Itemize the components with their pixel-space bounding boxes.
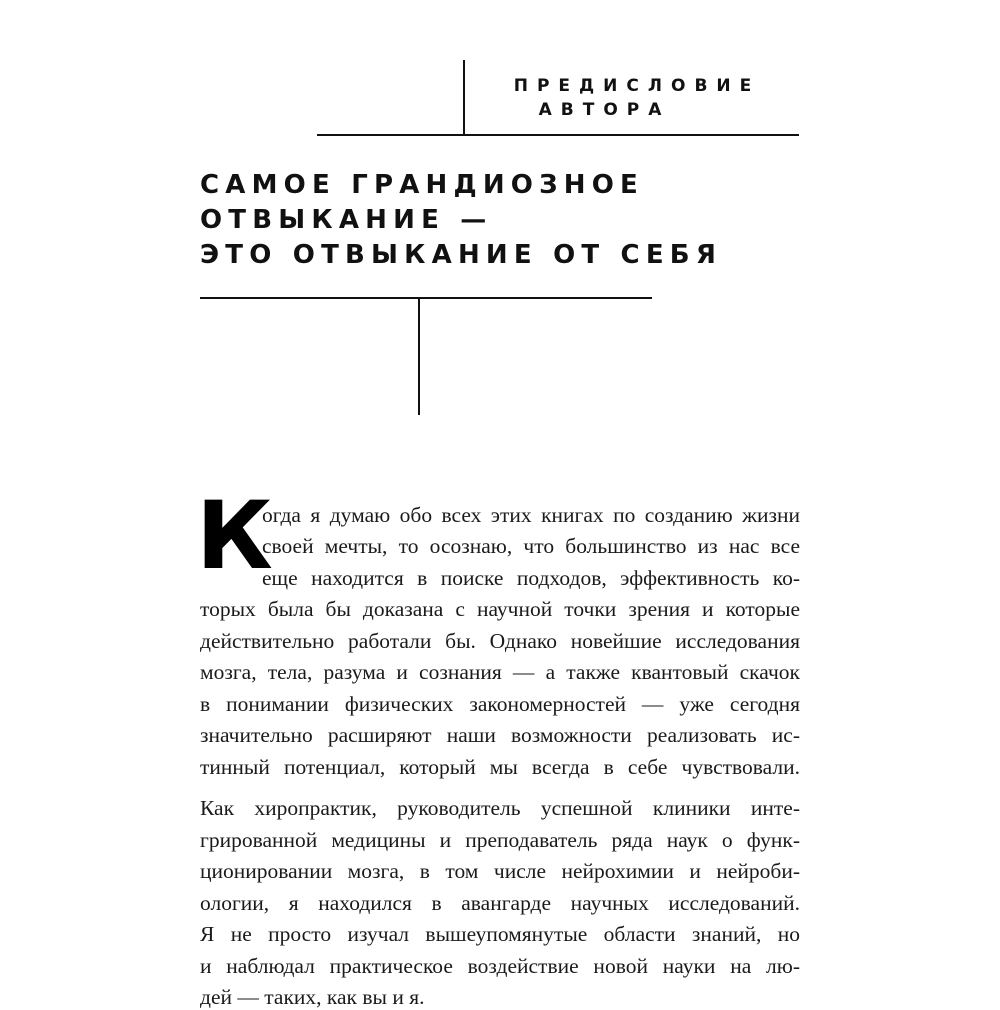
paragraph2-line: и наблюдал практическое воздействие новой науки на лю-	[200, 954, 800, 978]
chapter-title-line3: ЭТО ОТВЫКАНИЕ ОТ СЕБЯ	[200, 240, 723, 270]
section-label-line2: АВТОРА	[538, 100, 671, 120]
paragraph2-line: Как хиропрактик, руководитель успешной клиники инте-	[200, 796, 800, 820]
paragraph2-line: грированной медицины и преподаватель ряда наук о функ-	[200, 828, 800, 852]
paragraph2-line: ологии, я находился в авангарде научных исследований.	[200, 891, 800, 915]
paragraph2-line: Я не просто изучал вышеупомянутые области знаний, но	[200, 922, 800, 946]
header-horizontal-rule	[317, 134, 799, 136]
title-horizontal-rule	[200, 297, 652, 299]
paragraph1-line: значительно расширяют наши возможности реализовать ис-	[200, 723, 800, 747]
paragraph1-line: действительно работали бы. Однако новейшие исследования	[200, 629, 800, 653]
paragraph2-line: дей — таких, как вы и я.	[200, 985, 425, 1009]
section-label-line1: ПРЕДИСЛОВИЕ	[513, 76, 761, 96]
paragraph1-line: огда я думаю обо всех этих книгах по созданию жизни	[262, 503, 800, 527]
drop-cap: К	[196, 482, 273, 591]
paragraph1-line: еще находится в поиске подходов, эффективность ко-	[262, 566, 800, 590]
title-vertical-rule	[418, 298, 420, 415]
paragraph1-line: мозга, тела, разума и сознания — а также квантовый скачок	[200, 660, 800, 684]
paragraph1-line: тинный потенциал, который мы всегда в себе чувствовали.	[200, 755, 800, 779]
paragraph1-line: торых была бы доказана с научной точки зрения и которые	[200, 597, 800, 621]
paragraph1-line: своей мечты, то осознаю, что большинство из нас все	[262, 534, 800, 558]
paragraph2-line: ционировании мозга, в том числе нейрохимии и нейроби-	[200, 859, 800, 883]
header-vertical-rule	[463, 60, 465, 136]
paragraph1-line: в понимании физических закономерностей — уже сегодня	[200, 692, 800, 716]
chapter-title-line2: ОТВЫКАНИЕ —	[200, 205, 493, 235]
chapter-title-line1: САМОЕ ГРАНДИОЗНОЕ	[200, 170, 645, 200]
